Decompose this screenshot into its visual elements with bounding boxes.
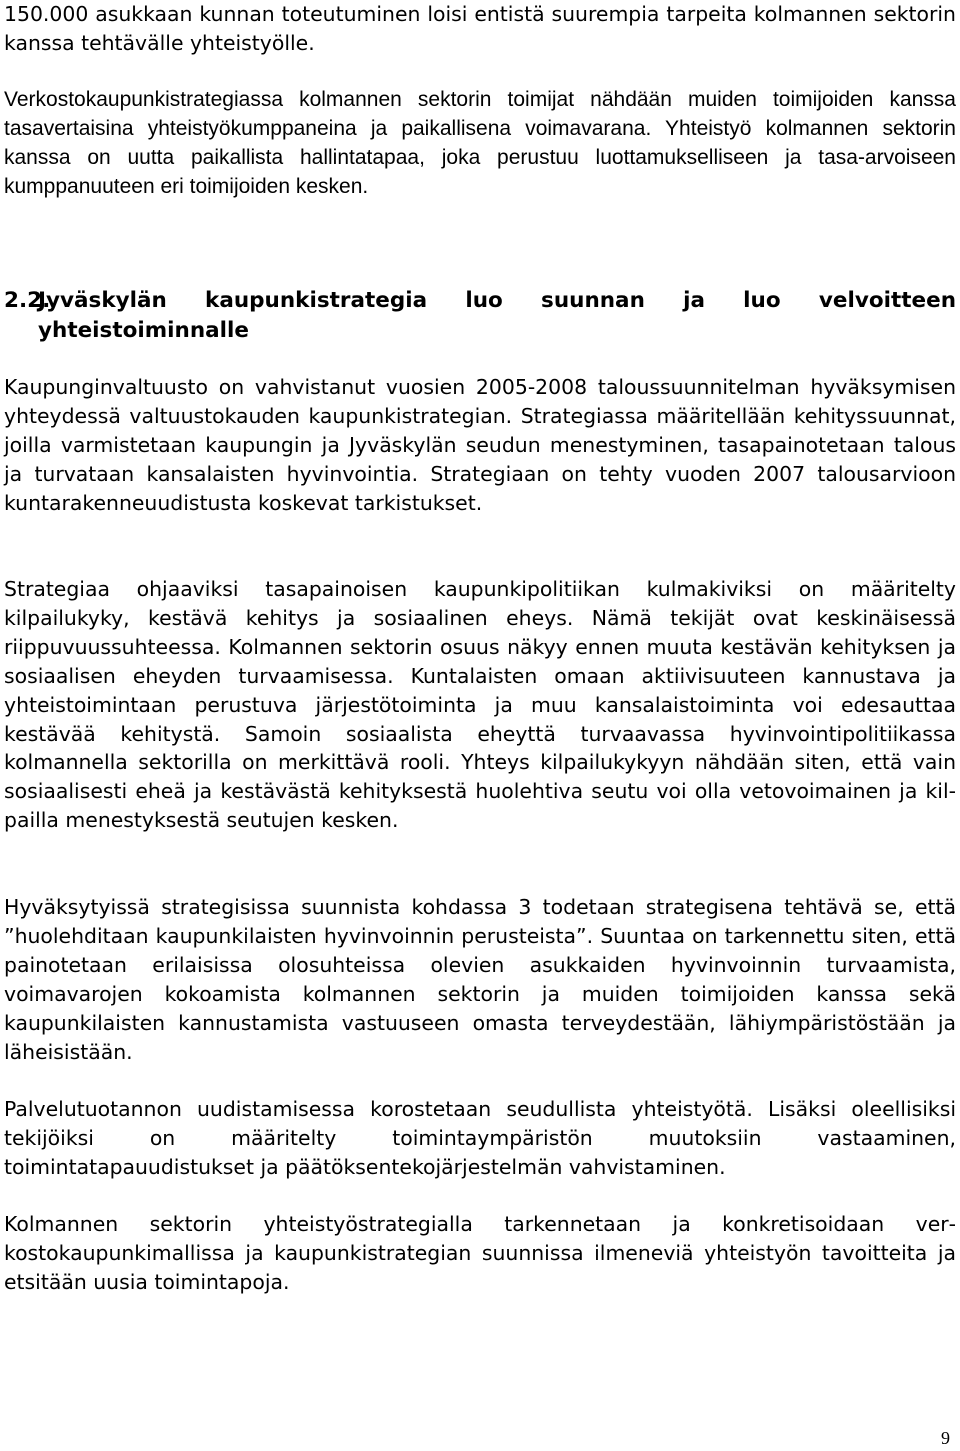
paragraph-service-production: Palvelutuotannon uudistamisessa korostetaan seudullista yhteistyötä. Lisäksi oleellisiksi tekijöiksi on määritelty toimintaympäristön muutoksiin vastaaminen, toimintatapauudistukset ja päätöksentekojärjestelmän vahvistaminen. [4,1097,956,1179]
paragraph-cooperation-strategy: Kolmannen sektorin yhteistyöstrategialla tarkennetaan ja konkretisoidaan verkostokaupunkimallissa ja kaupunkistrategian suunnissa ilmeneviä yhteistyön tavoitteita ja etsitään uusia toimintapoja. [4,1212,956,1294]
paragraph-network-city: Verkostokaupunkistrategiassa kolmannen sektorin toimijat nähdään muiden toimijoiden kanssa tasavertaisina yhteistyökumppaneina ja paikallisena voimavarana. Yhteistyö kolmannen sektorin kanssa on uutta paikallista hallintatapaa, joka perustuu luottamukselliseen ja tasa-arvoiseen kumppanuuteen eri toimijoiden kesken. [4,88,956,198]
paragraph-strategic-directions: Hyväksytyissä strategisissa suunnista kohdassa 3 todetaan strategisena tehtävä se, että ”huolehditaan kaupunkilaisten hyvinvoinnin perusteista”. Suuntaa on tarkennettu siten, että painotetaan erilaisissa olosuhteissa olevien asukkaiden hyvinvoinnin turvaamista, voimavarojen kokoamista kolmannen sektorin ja muiden toimijoiden kanssa sekä kaupunkilaisten kannustamista vastuuseen omasta terveydestään, lähiympäristöstään ja läheisistään. [4,895,956,1064]
paragraph-council: Kaupunginvaltuusto on vahvistanut vuosien 2005-2008 taloussuunnitelman hyväksymisen yhteydessä valtuustokauden kaupunkistrategian. Strategiassa määritellään kehityssuunnat, joilla varmistetaan kaupungin ja Jyväskylän seudun menestyminen, tasapainotetaan talous ja turvataan kansalaisten hyvinvointia. Strategiaan on tehty vuoden 2007 talousarvioon kuntarakenneuudistusta koskevat tarkistukset. [4,375,956,515]
paragraph-intro: 150.000 asukkaan kunnan toteutuminen loisi entistä suurempia tarpeita kolmannen sektorin kanssa tehtävälle yhteistyölle. [4,2,956,55]
page-number: 9 [941,1428,950,1448]
section-heading: Jyväskylän kaupunkistrategia luo suunnan ja luo velvoitteen yhteistoiminnalle [38,288,956,343]
section-number: 2.2. [4,288,51,313]
paragraph-cornerstones: Strategiaa ohjaaviksi tasapainoisen kaupunkipolitiikan kulmakiviksi on määritelty kilpailukyky, kestävä kehitys ja sosiaalinen eheys. Nämä tekijät ovat keskinäisessä riippuvuussuhteessa. Kolmannen sektorin osuus näkyy ennen muuta kestävän kehityksen ja sosiaalisen eheyden turvaamisessa. Kuntalaisten omaan aktiivisuuteen kannustava ja yhteistoimintaan perustuva järjestötoiminta ja muu kansalaistoiminta voi edesauttaa kestävää kehitystä. Samoin sosiaalista eheyttä turvaavassa hyvinvointipolitiikassa kolmannella sektorilla on merkittävä rooli. Yhteys kilpailukykyyn nähdään siten, että vain sosiaalisesti eheä ja kestävästä kehityksestä huolehtiva seutu voi olla vetovoimainen ja kilpailla menestyksestä seutujen kesken. [4,577,956,833]
